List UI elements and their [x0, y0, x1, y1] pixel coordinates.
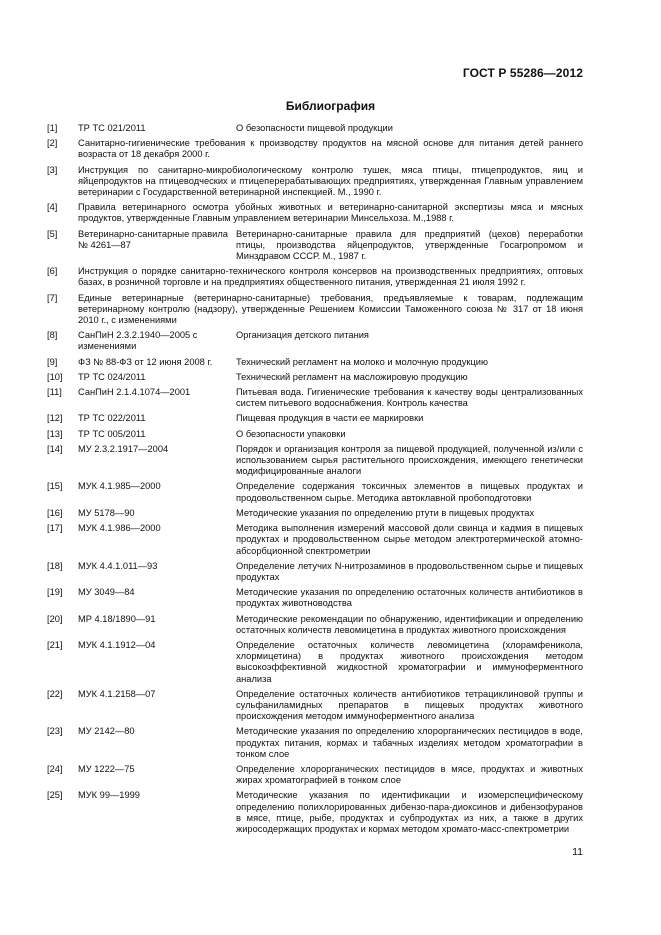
entry-title: Определение содержания токсичных элементов в пищевых продуктах и продовольственном сырье. Методика автоклавной пробоподготовки	[236, 481, 583, 503]
entry-number: [25]	[47, 790, 63, 801]
entry-title: Организация детского питания	[236, 330, 369, 341]
entry-number: [11]	[47, 387, 62, 398]
entry-document-code: МУК 4.1.985—2000	[78, 481, 161, 492]
bibliography-entry	[47, 165, 583, 199]
entry-text: Инструкция по санитарно-микробиологическому контролю тушек, мяса птицы, птицепродуктов, яиц и яйцепродуктов на птицеводческих и птицеперерабатывающих предприятиях, утвержденная Главным управлением ветеринарии с Государственной ветеринарной инспекцией. М., 1990 г.	[78, 164, 583, 198]
entry-number: [18]	[47, 560, 63, 571]
entry-number: [4]	[47, 202, 58, 213]
entry-number: [16]	[47, 507, 63, 518]
entry-document-code: МУК 4.4.1.011—93	[78, 560, 158, 571]
entry-number: [15]	[47, 481, 63, 492]
entry-title: Определение остаточных количеств антибиотиков тетрациклиновой группы и сульфаниламидных препаратов в пищевых продуктах животного происхождения методом иммуноферментного анализа	[236, 688, 583, 722]
bibliography-entry	[47, 372, 583, 383]
entry-title: Методические указания по идентификации и изомерспецифическому определению полихлорированных дибензо-пара-диоксинов и дибензофуранов в мясе, птице, рыбе, продуктах и субпродуктах из них, а также в других жиросодержащих продуктах и кормах методом хромато-масс-спектрометрии	[236, 790, 583, 834]
page-number: 11	[572, 846, 583, 858]
bibliography-entry	[47, 689, 583, 723]
entry-number: [24]	[47, 763, 63, 774]
entry-title: Методические указания по определению ртути в пищевых продуктах	[236, 507, 535, 518]
bibliography-entry	[47, 429, 583, 440]
entry-title: Методика выполнения измерений массовой доли свинца и кадмия в пищевых продуктах и продовольственном сырье методом электротермической атомно-абсорбционной спектрометрии	[236, 523, 583, 556]
bibliography-entry	[47, 764, 583, 786]
entry-number: [9]	[47, 356, 58, 367]
entry-title: Методические рекомендации по обнаружению, идентификации и определению остаточных количеств левомицетина в продуктах животного происхождения	[236, 613, 583, 635]
entry-title: Определение летучих N-нитрозаминов в продовольственном сырье и пищевых продуктах	[236, 560, 583, 582]
entry-title: Питьевая вода. Гигиенические требования к качеству воды централизованных систем питьевого водоснабжения. Контроль качества	[236, 387, 583, 409]
bibliography-entry	[47, 123, 583, 134]
entry-document-code: СанПиН 2.3.2.1940—2005 с изменениями	[78, 330, 198, 352]
entry-number: [22]	[47, 688, 63, 699]
entry-document-code: МУ 5178—90	[78, 507, 135, 518]
bibliography-entry	[47, 387, 583, 409]
entry-title: Методические указания по определению хлорорганических пестицидов в воде, продуктах питания, кормах и табачных изделиях методом хроматографии в тонком слое	[236, 726, 583, 759]
bibliography-entry	[47, 481, 583, 503]
entry-document-code: МУ 1222—75	[78, 763, 135, 774]
entry-title: О безопасности упаковки	[236, 428, 346, 439]
entry-number: [14]	[47, 443, 63, 454]
bibliography-entry	[47, 790, 583, 835]
entry-text: Инструкция о порядке санитарно-технического контроля консервов на производственных предприятиях, оптовых базах, в розничной торговле и на предприятиях общественного питания, утвержденная 21 июля 1992 г.	[78, 266, 583, 288]
bibliography-entry	[47, 640, 583, 685]
entry-document-code: СанПиН 2.1.4.1074—2001	[78, 387, 191, 398]
entry-number: [10]	[47, 371, 63, 382]
entry-document-code: ТР ТС 021/2011	[78, 123, 146, 133]
entry-number: [3]	[47, 164, 58, 175]
entry-document-code: МУ 3049—84	[78, 587, 135, 598]
standard-code: ГОСТ Р 55286—2012	[462, 66, 583, 80]
bibliography-entry	[47, 523, 583, 557]
entry-title: Технический регламент на молоко и молочную продукцию	[236, 356, 488, 367]
entry-number: [2]	[47, 138, 58, 149]
entry-document-code: ФЗ № 88-ФЗ от 12 июня 2008 г.	[78, 356, 213, 367]
entry-document-code: МР 4.18/1890—91	[78, 613, 156, 624]
bibliography-entry	[47, 444, 583, 478]
bibliography-entry	[47, 561, 583, 583]
entry-text: Санитарно-гигиенические требования к производству продуктов на мясной основе для питания детей раннего возраста от 18 декабря 2000 г.	[78, 138, 583, 160]
bibliography-entry	[47, 229, 583, 263]
entry-number: [8]	[47, 330, 58, 341]
entry-title: Технический регламент на масложировую продукцию	[236, 371, 468, 382]
bibliography-entry	[47, 614, 583, 636]
entry-title: Определение остаточных количеств левомицетина (хлорамфеникола, хлормицетина) в продуктах животного происхождения методом высокоэффективной жидкостной хроматографии и иммуноферментного анализа	[236, 639, 583, 684]
bibliography-entry	[47, 330, 583, 352]
entry-title: Определение хлорорганических пестицидов в мясе, продуктах и животных жирах хроматографией в тонком слое	[236, 763, 583, 786]
bibliography-list	[47, 123, 583, 839]
entry-title: Пищевая продукция в части ее маркировки	[236, 413, 424, 424]
entry-number: [5]	[47, 228, 58, 239]
entry-document-code: МУ 2.3.2.1917—2004	[78, 443, 169, 454]
entry-text: Единые ветеринарные (ветеринарно-санитарные) требования, предъявляемые к товарам, подлежащим ветеринарному контролю (надзору), утвержденные Решением Комиссии Таможенного союза № 317 от 18 июня 2010 г., с изменениями	[78, 292, 583, 326]
entry-document-code: МУК 99—1999	[78, 790, 140, 801]
entry-document-code: ТР ТС 022/2011	[78, 413, 146, 424]
bibliography-entry	[47, 508, 583, 519]
entry-number: [20]	[47, 613, 63, 624]
bibliography-entry	[47, 202, 583, 224]
entry-number: [17]	[47, 523, 63, 534]
entry-number: [1]	[47, 123, 58, 133]
entry-document-code: ТР ТС 024/2011	[78, 371, 146, 382]
entry-document-code: МУК 4.1.2158—07	[78, 688, 156, 699]
entry-number: [19]	[47, 587, 63, 598]
entry-document-code: МУ 2142—80	[78, 726, 135, 737]
entry-number: [23]	[47, 726, 63, 737]
entry-number: [21]	[47, 639, 63, 650]
entry-text: Правила ветеринарного осмотра убойных животных и ветеринарно-санитарной экспертизы мяса и мясных продуктов, утвержденные Главным управлением ветеринарии Минсельхоза. М.,1988 г.	[78, 202, 583, 224]
entry-title: О безопасности пищевой продукции	[236, 123, 393, 133]
entry-title: Методические указания по определению остаточных количеств антибиотиков в продуктах животноводства	[236, 587, 583, 609]
bibliography-entry	[47, 357, 583, 368]
entry-title: Порядок и организация контроля за пищевой продукцией, полученной из/или с использованием сырья растительного происхождения, имеющего генетически модифицированные аналоги	[236, 443, 583, 477]
page-title: Библиография	[285, 99, 376, 113]
bibliography-entry	[47, 266, 583, 288]
entry-number: [13]	[47, 428, 63, 439]
entry-title: Ветеринарно-санитарные правила для предприятий (цехов) переработки птицы, производства яйцепродуктов, утвержденные Госагропромом и Минздравом СССР. М., 1987 г.	[236, 228, 583, 262]
entry-number: [12]	[47, 413, 63, 424]
entry-number: [7]	[47, 292, 58, 303]
bibliography-entry	[47, 138, 583, 160]
bibliography-entry	[47, 413, 583, 424]
bibliography-entry	[47, 587, 583, 609]
bibliography-entry	[47, 726, 583, 760]
entry-document-code: МУК 4.1.1912—04	[78, 639, 156, 650]
entry-number: [6]	[47, 266, 58, 277]
bibliography-entry	[47, 293, 583, 327]
entry-document-code: МУК 4.1.986—2000	[78, 523, 161, 534]
entry-document-code: ТР ТС 005/2011	[78, 428, 146, 439]
entry-document-code: Ветеринарно-санитарные правила № 4261—87	[78, 228, 228, 250]
